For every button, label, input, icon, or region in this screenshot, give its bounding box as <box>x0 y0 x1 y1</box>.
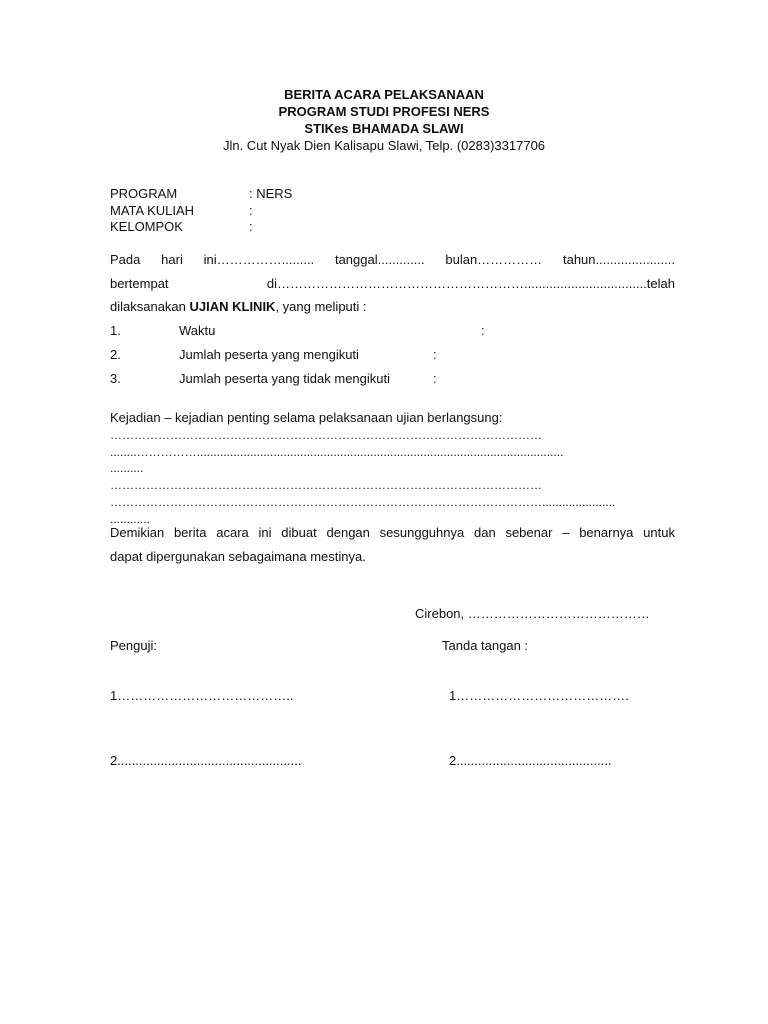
penguji-2-line: 2................................................... <box>110 753 302 768</box>
dotted-line-5: ………………………………………………………………………………………………...................... <box>110 495 616 509</box>
text-lokasi: di…………………………………………………..................................telah <box>266 276 675 291</box>
city-date: Cirebon, …………………………………… <box>415 606 650 621</box>
dotted-line-4: ……………………………………………………………………………………………… <box>110 478 542 492</box>
penguji-label: Penguji: <box>110 638 157 653</box>
kelompok-label: KELOMPOK <box>110 219 183 234</box>
item-1-number: 1. <box>110 323 121 338</box>
closing-line-2: dapat dipergunakan sebagaimana mestinya. <box>110 549 366 564</box>
text-tahun: tahun...................... <box>562 252 675 267</box>
paragraph-line-3 <box>110 299 367 314</box>
item-2-number: 2. <box>110 347 121 362</box>
text-ujian-klinik: UJIAN KLINIK <box>189 299 276 314</box>
kejadian-label: Kejadian – kejadian penting selama pelaksanaan ujian berlangsung: <box>110 410 503 425</box>
text-tanggal: tanggal............. <box>334 252 425 267</box>
dotted-line-3: .......... <box>110 461 144 475</box>
item-3-number: 3. <box>110 371 121 386</box>
item-3-colon: : <box>433 371 437 386</box>
header-title: BERITA ACARA PELAKSANAAN <box>284 87 484 102</box>
paragraph-line-1 <box>110 252 675 267</box>
header-institution: STIKes BHAMADA SLAWI <box>304 121 464 136</box>
text-bulan: bulan…………… <box>445 252 543 267</box>
penguji-1-line: 1………………………………….. <box>110 688 294 703</box>
text-hari: hari <box>161 252 183 267</box>
text-pada: Pada <box>110 252 141 267</box>
tanda-tangan-2-line: 2........................................... <box>449 753 612 768</box>
program-value: : NERS <box>249 186 293 201</box>
item-2-label: Jumlah peserta yang mengikuti <box>179 347 359 362</box>
text-bertempat: bertempat <box>110 276 169 291</box>
text-ini: ini……………......... <box>203 252 315 267</box>
kelompok-value: : <box>249 219 253 234</box>
tanda-tangan-label: Tanda tangan : <box>442 638 529 653</box>
paragraph-line-2 <box>110 276 675 291</box>
matkul-value: : <box>249 203 253 218</box>
text-meliputi: , yang meliputi : <box>275 299 367 314</box>
dotted-line-2: ........…………….............................................................................................................. <box>110 445 564 459</box>
program-label: PROGRAM <box>110 186 178 201</box>
closing-line-1: Demikian berita acara ini dibuat dengan sesungguhnya dan sebenar – benarnya untuk <box>110 525 675 540</box>
item-2-colon: : <box>433 347 437 362</box>
matkul-label: MATA KULIAH <box>110 203 195 218</box>
item-1-colon: : <box>481 323 485 338</box>
item-3-label: Jumlah peserta yang tidak mengikuti <box>179 371 391 386</box>
dotted-line-1: ……………………………………………………………………………………………… <box>110 428 542 442</box>
tanda-tangan-1-line: 1…………………………………. <box>449 688 629 703</box>
header-address: Jln. Cut Nyak Dien Kalisapu Slawi, Telp. (0283)3317706 <box>222 138 546 153</box>
item-1-label: Waktu <box>179 323 216 338</box>
text-dilaksanakan: dilaksanakan <box>110 299 190 314</box>
dotted-line-6: ............ <box>110 512 151 526</box>
header-program: PROGRAM STUDI PROFESI NERS <box>278 104 490 119</box>
